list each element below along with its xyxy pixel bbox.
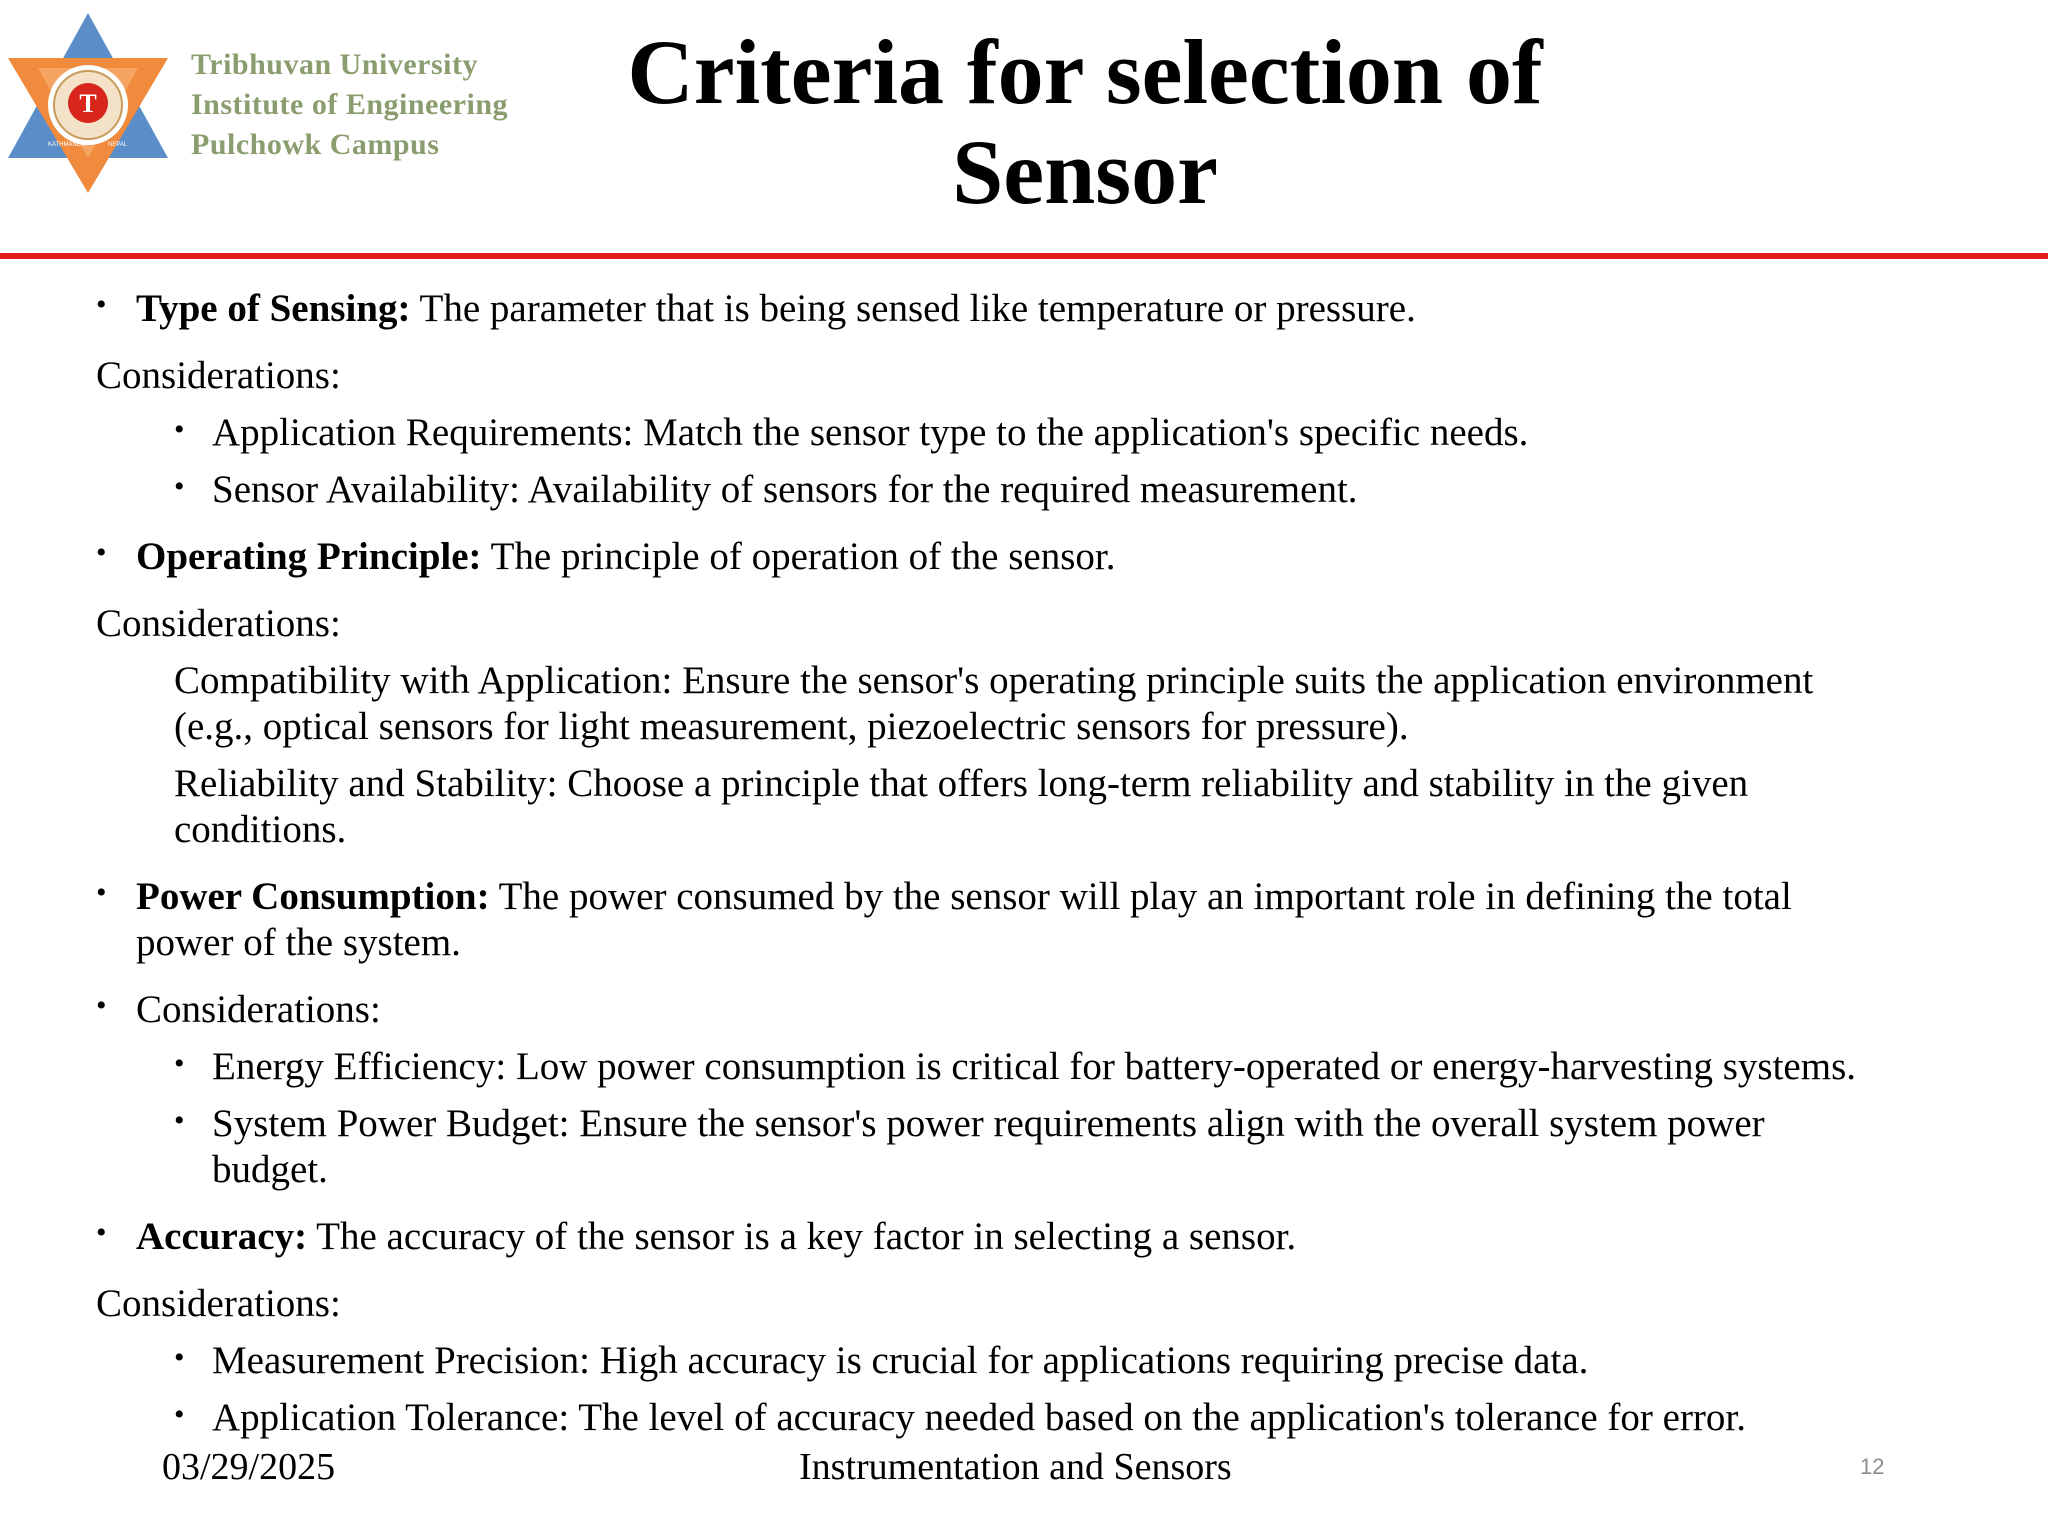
bullet-icon: • — [174, 413, 185, 446]
university-logo — [8, 8, 588, 198]
svg-text:KATHMANDU: KATHMANDU — [48, 142, 86, 148]
power-consumption-point — [136, 874, 1792, 920]
bullet-icon: • — [174, 1104, 185, 1137]
logo-line-university: Tribhuvan University — [191, 48, 478, 81]
considerations-heading: Considerations: — [96, 354, 341, 397]
emblem-letter: T — [79, 89, 97, 118]
bullet-icon: • — [174, 1341, 185, 1374]
bullet-icon: • — [174, 470, 185, 503]
compatibility-line-2: (e.g., optical sensors for light measurement, piezoelectric sensors for pressure). — [174, 705, 1409, 748]
logo-line-campus: Pulchowk Campus — [191, 128, 440, 161]
reliability-line-1: Reliability and Stability: Choose a principle that offers long-term reliability and stability in the given — [174, 762, 1749, 805]
sub-item-application-tolerance: Application Tolerance: The level of accuracy needed based on the application's tolerance for error. — [212, 1396, 1747, 1439]
sub-item-system-power-budget: System Power Budget: Ensure the sensor's power requirements align with the overall system power — [212, 1102, 1765, 1145]
considerations-heading: Considerations: — [96, 602, 341, 645]
slide-number: 12 — [1860, 1454, 1885, 1479]
bullet-icon: • — [96, 989, 107, 1022]
type-of-sensing-label: Type of Sensing: — [136, 287, 411, 330]
considerations-heading: Considerations: — [96, 1282, 341, 1325]
operating-principle-point — [136, 534, 1116, 580]
reliability-line-2: conditions. — [174, 808, 347, 851]
sub-item-measurement-precision: Measurement Precision: High accuracy is crucial for applications requiring precise data. — [212, 1339, 1589, 1382]
slide-title-line-2: Sensor — [952, 121, 1218, 223]
bullet-icon: • — [174, 1398, 185, 1431]
logo-line-institute: Institute of Engineering — [191, 88, 509, 121]
accuracy-label: Accuracy: — [136, 1215, 308, 1258]
footer-date: 03/29/2025 — [162, 1446, 336, 1488]
compatibility-line-1: Compatibility with Application: Ensure the sensor's operating principle suits the application environment — [174, 659, 1814, 702]
operating-principle-label: Operating Principle: — [136, 535, 482, 578]
power-consumption-label: Power Consumption: — [136, 875, 490, 918]
considerations-heading: Considerations: — [136, 988, 381, 1031]
type-of-sensing-point — [136, 286, 1416, 332]
operating-principle-text: The principle of operation of the sensor. — [481, 535, 1116, 578]
title-divider — [0, 253, 2048, 259]
slide-title-line-1: Criteria for selection of — [627, 21, 1543, 123]
sub-item-system-power-budget-line-2: budget. — [212, 1148, 328, 1191]
sub-item-application-requirements: Application Requirements: Match the sensor type to the application's specific needs. — [212, 411, 1529, 454]
bullet-icon: • — [174, 1047, 185, 1080]
bullet-icon: • — [96, 876, 107, 909]
sub-item-sensor-availability: Sensor Availability: Availability of sensors for the required measurement. — [212, 468, 1358, 511]
sub-item-energy-efficiency: Energy Efficiency: Low power consumption is critical for battery-operated or energy-harvesting systems. — [212, 1045, 1856, 1088]
footer-course-title: Instrumentation and Sensors — [799, 1446, 1232, 1488]
slide-title — [560, 22, 1610, 222]
svg-text:NEPAL: NEPAL — [108, 142, 128, 148]
power-consumption-text: The power consumed by the sensor will play an important role in defining the total — [489, 875, 1792, 918]
bullet-icon: • — [96, 536, 107, 569]
bullet-icon: • — [96, 1216, 107, 1249]
accuracy-point — [136, 1214, 1296, 1260]
power-consumption-text-line-2: power of the system. — [136, 921, 461, 964]
university-emblem-icon — [8, 8, 188, 198]
bullet-icon: • — [96, 288, 107, 321]
type-of-sensing-text: The parameter that is being sensed like temperature or pressure. — [410, 287, 1416, 330]
accuracy-text: The accuracy of the sensor is a key factor in selecting a sensor. — [307, 1215, 1297, 1258]
